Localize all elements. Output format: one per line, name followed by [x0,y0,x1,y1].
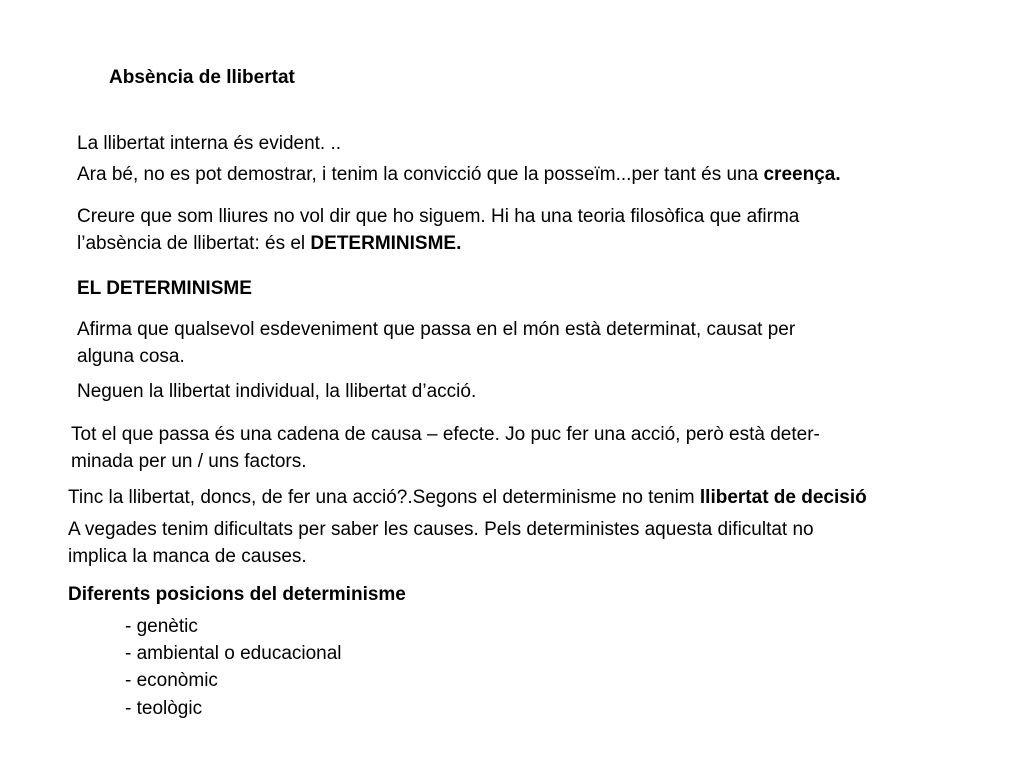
list-item: - teològic [125,698,203,719]
paragraph-belief-text: Ara bé, no es pot demostrar, i tenim la convicció que la posseïm...per tant és una [77,164,764,185]
paragraph-determinism-intro-bold: DETERMINISME. [310,233,462,254]
paragraph-decision [68,484,867,511]
paragraph-belief-bold: creença. [763,164,841,185]
slide-title: Absència de llibertat [109,67,295,88]
paragraph-determinism-intro-line2 [77,230,461,257]
list-item: - econòmic [125,670,218,691]
paragraph-belief [77,161,841,188]
list-item: - genètic [125,616,198,637]
paragraph-decision-bold: llibertat de decisió [699,487,867,508]
paragraph-determinism-intro-text: l’absència de llibertat: és el [77,233,311,254]
heading-positions: Diferents posicions del determinisme [68,584,406,605]
paragraph-decision-text: Tinc la llibertat, doncs, de fer una acció?.Segons el determinisme no tenim [68,487,700,508]
paragraph-inner-freedom: La llibertat interna és evident. .. [77,133,342,154]
paragraph-cause-effect-line2: minada per un / uns factors. [71,451,307,472]
paragraph-definition-line1: Afirma que qualsevol esdeveniment que passa en el món està determinat, causat per [77,319,796,340]
list-item: - ambiental o educacional [125,643,342,664]
paragraph-deny-freedom: Neguen la llibertat individual, la llibertat d’acció. [77,381,477,402]
paragraph-determinism-intro-line1: Creure que som lliures no vol dir que ho siguem. Hi ha una teoria filosòfica que afirma [77,206,800,227]
paragraph-difficulties-line2: implica la manca de causes. [68,546,307,567]
paragraph-difficulties-line1: A vegades tenim dificultats per saber les causes. Pels deterministes aquesta dificultat no [68,519,814,540]
paragraph-cause-effect-line1: Tot el que passa és una cadena de causa – efecte. Jo puc fer una acció, però està deter- [71,424,820,445]
heading-determinism: EL DETERMINISME [77,278,252,299]
paragraph-definition-line2: alguna cosa. [77,346,185,367]
